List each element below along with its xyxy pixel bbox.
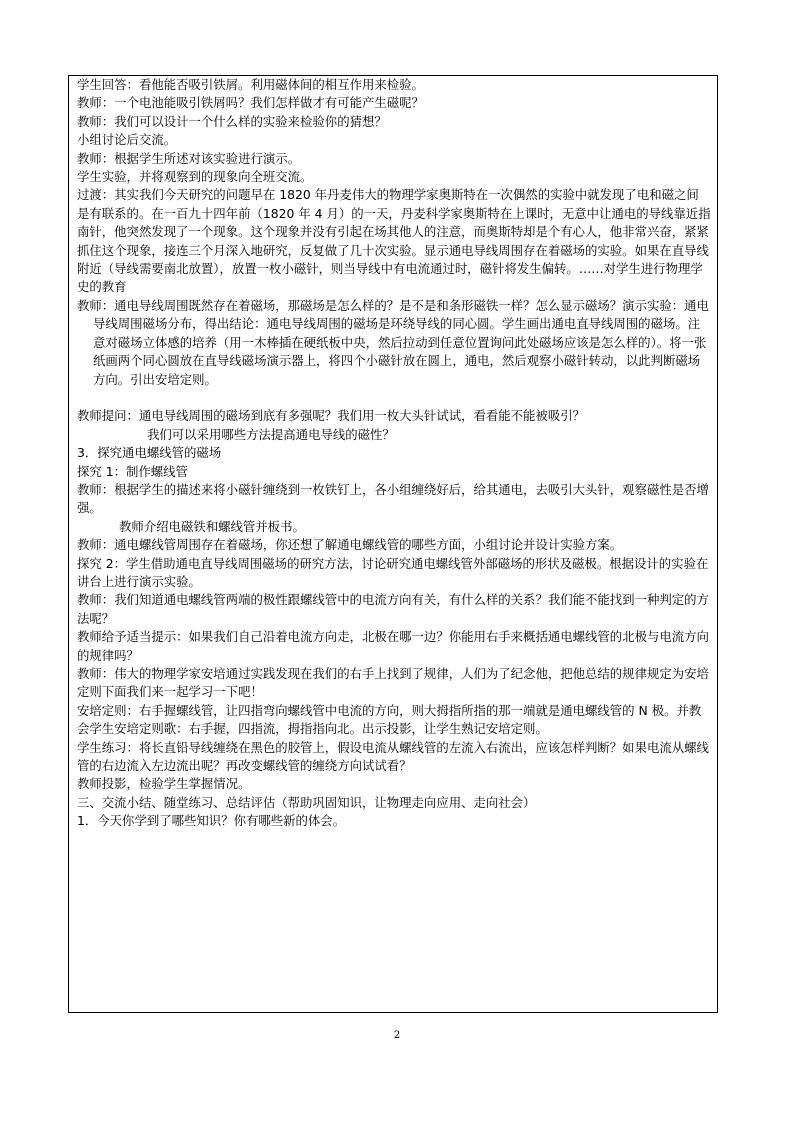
paragraph: 教师：通电螺线管周围存在着磁场，你还想了解通电螺线管的哪些方面，小组讨论并设计实验方案。: [77, 537, 623, 553]
paragraph: 教师：伟大的物理学家安培通过实践发现在我们的右手上找到了规律，人们为了纪念他，把他总结的规律规定为安培定则下面我们来一起学习一下吧！: [77, 665, 709, 700]
paragraph: 过渡：其实我们今天研究的问题早在 1820 年丹麦伟大的物理学家奥斯特在一次偶然的实验中就发现了电和磁之间是有联系的。在一百九十四年前（1820 年 4 月）的一天，丹麦科学家奥斯特在上课时，无意中让通电的导线靠近指南针，他突然发现了一个现象。这个现象并没有引起在场其他人的注意，而奥斯特却是个有心人，他非常兴奋，紧紧抓住这个现象，接连三个月深入地研究，反复做了几十次实验。显示通电导线周围存在着磁场的实验。如果在直导线附近（导线需要南北放置），放置一枚小磁针，则当导线中有电流通过时，磁针将发生偏转。……对学生进行物理学史的教育: [77, 187, 711, 295]
paragraph: 安培定则：右手握螺线管，让四指弯向螺线管中电流的方向，则大拇指所指的那一端就是通电螺线管的 N 极。并教会学生安培定则歌：右手握，四指流，拇指指向北。出示投影，让学生熟记安培定则。: [77, 702, 702, 737]
paragraph: 教师：通电导线周围既然存在着磁场，那磁场是怎么样的？是不是和条形磁铁一样？怎么显示磁场？演示实验：通电导线周围磁场分布，得出结论：通电导线周围的磁场是环绕导线的同心圆。学生画出通电直导线周围的磁场。注意对磁场立体感的培养（用一木棒插在硬纸板中央，然后拉动到任意位置询问此处磁场应该是怎么样的）。将一张纸画两个同心圆放在直导线磁场演示器上，将四个小磁针放在圆上，通电，然后观察小磁针转动，以此判断磁场方向。引出安培定则。: [77, 297, 709, 387]
paragraph: 教师投影，检验学生掌握情况。: [77, 776, 251, 792]
paragraph: 我们可以采用哪些方法提高通电导线的磁性？: [147, 426, 395, 442]
paragraph: 教师提问：通电导线周围的磁场到底有多强呢？我们用一枚大头针试试，看看能不能被吸引？: [77, 408, 586, 424]
paragraph: 教师介绍电磁铁和螺线管并板书。: [119, 518, 305, 534]
paragraph: 教师：根据学生所述对该实验进行演示。: [77, 150, 301, 166]
paragraph: 小组讨论后交流。: [77, 132, 177, 148]
section-heading: 3．探究通电螺线管的磁场: [77, 445, 222, 461]
paragraph: 学生实验，并将观察到的现象向全班交流。: [77, 169, 313, 185]
paragraph: 教师：我们知道通电螺线管两端的极性跟螺线管中的电流方向有关，有什么样的关系？我们能不能找到一种判定的方法呢？: [77, 592, 709, 626]
paragraph: 教师给予适当提示：如果我们自己沿着电流方向走，北极在哪一边？你能用右手来概括通电螺线管的北极与电流方向的规律吗？: [77, 629, 709, 663]
page-number: 2: [393, 1030, 401, 1041]
paragraph: 1．今天你学到了哪些知识？你有哪些新的体会。: [77, 813, 346, 829]
paragraph: 探究 1：制作螺线管: [77, 463, 188, 479]
paragraph: 教师：我们可以设计一个什么样的实验来检验你的猜想？: [77, 113, 387, 129]
section-heading: 三、交流小结、随堂练习、总结评估（帮助巩固知识，让物理走向应用、走向社会）: [77, 794, 536, 810]
paragraph: 学生回答：看他能否吸引铁屑。利用磁体间的相互作用来检验。: [77, 77, 424, 92]
blank-line: [77, 389, 711, 407]
paragraph: 探究 2：学生借助通电直导线周围磁场的研究方法，讨论研究通电螺线管外部磁场的形状及磁极。根据设计的实验在讲台上进行演示实验。: [77, 555, 709, 589]
paragraph: 教师：根据学生的描述来将小磁针缠绕到一枚铁钉上，各小组缠绕好后，给其通电，去吸引大头针，观察磁性是否增强。: [77, 481, 709, 516]
paragraph: 学生练习：将长直铅导线缠绕在黑色的胶管上，假设电流从螺线管的左流入右流出，应该怎样判断？如果电流从螺线管的右边流入左边流出呢？再改变螺线管的缠绕方向试试看？: [77, 739, 709, 774]
lesson-text: [77, 76, 711, 831]
paragraph: 教师：一个电池能吸引铁屑吗？我们怎样做才有可能产生磁呢？: [77, 95, 424, 111]
content-table-cell: [68, 75, 718, 1013]
